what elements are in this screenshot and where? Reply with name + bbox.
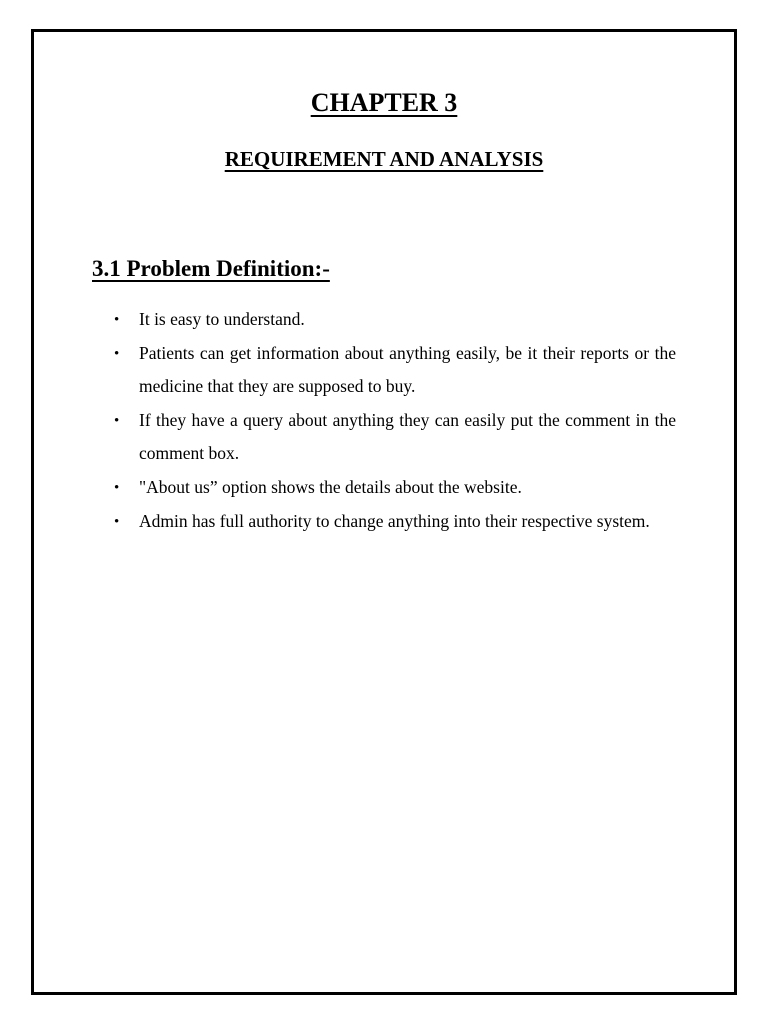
list-item-text: If they have a query about anything they can easily put the comment in the comment box. — [139, 410, 676, 463]
bullet-icon: • — [114, 346, 120, 362]
list-item — [112, 471, 676, 504]
bullet-icon: • — [114, 480, 120, 496]
chapter-subtitle-text: REQUIREMENT AND ANALYSIS — [224, 147, 544, 171]
section-heading-text: 3.1 Problem Definition:- — [92, 256, 330, 281]
bullet-icon: • — [114, 514, 120, 530]
list-item — [112, 303, 676, 336]
problem-definition-list — [112, 303, 676, 539]
list-item — [112, 404, 676, 470]
list-item-text: Patients can get information about anything easily, be it their reports or the medicine that they are supposed to buy. — [139, 343, 676, 396]
bullet-icon: • — [114, 312, 120, 328]
list-item — [112, 505, 676, 538]
list-item-text: It is easy to understand. — [139, 309, 305, 329]
bullet-icon: • — [114, 413, 120, 429]
list-item-text: Admin has full authority to change anything into their respective system. — [139, 511, 650, 531]
list-item — [112, 337, 676, 403]
chapter-title-text: CHAPTER 3 — [310, 88, 458, 117]
section-heading — [92, 254, 330, 284]
list-item-text: "About us” option shows the details about the website. — [139, 477, 522, 497]
chapter-title — [0, 86, 768, 120]
chapter-subtitle — [0, 145, 768, 173]
